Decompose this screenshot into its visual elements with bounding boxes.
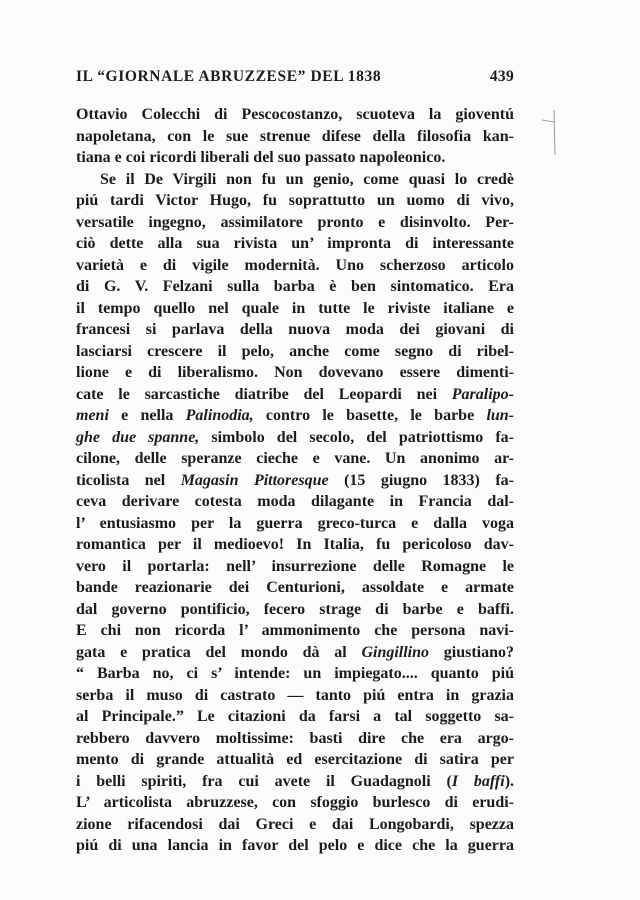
italic-text-span: Palinodia,	[185, 407, 254, 424]
text-line	[76, 835, 514, 857]
text-line	[76, 147, 514, 169]
text-span: (15 giugno 1833) fa-	[328, 471, 514, 489]
text-span: tiana e coi ricordi liberali del suo passato napoleonico.	[76, 149, 446, 166]
text-line	[76, 255, 514, 277]
book-page	[76, 68, 514, 857]
text-line	[76, 233, 514, 255]
text-line	[76, 513, 514, 535]
text-line	[76, 599, 514, 621]
italic-text-span: Gingillino	[361, 643, 430, 661]
text-line	[76, 470, 514, 492]
text-span: varietà e di vigile modernità. Uno scherzoso articolo	[76, 256, 514, 274]
text-span: dal governo pontificio, fecero strage di barbe e baffi.	[76, 600, 514, 618]
text-span: il tempo quello nel quale in tutte le riviste italiane e	[76, 299, 514, 317]
text-span: Se il De Virgili non fu un genio, come quasi lo credè	[100, 170, 514, 188]
text-line	[76, 169, 514, 191]
text-span: gata e pratica del mondo dà al	[76, 643, 362, 661]
page-number: 439	[489, 68, 514, 85]
text-line	[76, 276, 514, 298]
text-span: l’ entusiasmo per la guerra greco-turca e dalla voga	[76, 514, 514, 532]
text-span: romantica per il medioevo! In Italia, fu pericoloso dav-	[76, 536, 514, 553]
text-span: serba il muso di castrato — tanto piú entra in grazia	[76, 686, 514, 704]
italic-text-span: Magasin Pittoresque	[180, 471, 329, 489]
margin-pencil-mark	[540, 100, 570, 160]
text-span: contro le basette, le barbe	[253, 407, 487, 424]
running-title: IL “GIORNALE ABRUZZESE” DEL 1838	[76, 68, 382, 85]
text-line	[76, 491, 514, 513]
text-line	[76, 728, 514, 750]
text-span: francesi si parlava della nuova moda dei giovani di	[76, 321, 514, 338]
italic-text-span: I baffi	[451, 772, 505, 790]
text-span: lasciarsi crescere il pelo, anche come segno di ribel-	[76, 342, 514, 360]
text-line	[76, 749, 514, 771]
italic-text-span: lun-	[486, 407, 515, 424]
text-span: vero il portarla: nell’ insurrezione delle Romagne le	[76, 557, 514, 575]
text-span: lione e di liberalismo. Non dovevano essere dimenti-	[76, 364, 514, 381]
text-span: Ottavio Colecchi di Pescocostanzo, scuoteva la gioventú	[76, 106, 514, 123]
text-line	[76, 104, 514, 126]
text-span: “ Barba no, ci s’ intende: un impiegato.... quanto piú	[76, 665, 514, 682]
text-line	[76, 298, 514, 320]
text-span: cilone, delle speranze cieche e vane. Un anonimo ar-	[76, 450, 514, 467]
text-line	[76, 663, 514, 685]
text-line	[76, 341, 514, 363]
text-line	[76, 427, 514, 449]
text-span: ticolista nel	[76, 471, 181, 489]
italic-text-span: Paralipo-	[451, 385, 514, 403]
text-line	[76, 706, 514, 728]
text-span: zione rifacendosi dai Greci e dai Longobardi, spezza	[76, 815, 514, 833]
text-span: bande reazionarie dei Centurioni, assoldate e armate	[76, 579, 514, 596]
text-span: al Principale.” Le citazioni da farsi a tal soggetto sa-	[76, 708, 514, 725]
text-span: e nella	[108, 407, 186, 424]
italic-text-span: meni	[76, 407, 109, 424]
text-span: ).	[504, 772, 515, 790]
text-line	[76, 448, 514, 470]
text-span: rebbero davvero moltissime: basti dire che era argo-	[76, 729, 514, 747]
text-span: cate le sarcastiche diatribe del Leopardi nei	[76, 385, 452, 403]
text-span: versatile ingegno, assimilatore pronto e disinvolto. Per-	[76, 213, 514, 231]
text-line	[76, 771, 514, 793]
text-line	[76, 556, 514, 578]
text-line	[76, 126, 514, 148]
text-line	[76, 577, 514, 599]
running-header	[76, 68, 514, 98]
text-line	[76, 405, 514, 427]
text-span: simbolo del secolo, del patriottismo fa-	[199, 428, 514, 446]
text-span: ciò dette alla sua rivista un’ impronta di interessante	[76, 235, 514, 252]
text-line	[76, 190, 514, 212]
italic-text-span: ghe due spanne,	[76, 428, 200, 446]
text-span: piú tardi Victor Hugo, fu soprattutto un uomo di vivo,	[76, 192, 514, 209]
text-span: i belli spiriti, fra cui avete il Guadagnoli (	[76, 772, 452, 790]
text-line	[76, 642, 514, 664]
text-span: piú di una lancia in favor del pelo e dice che la guerra	[76, 837, 514, 854]
text-span: di G. V. Felzani sulla barba è ben sintomatico. Era	[76, 278, 514, 295]
text-line	[76, 792, 514, 814]
text-span: giustiano?	[429, 643, 515, 661]
text-span: napoletana, con le sue strenue difese della filosofia kan-	[76, 127, 514, 145]
text-line	[76, 319, 514, 341]
body-text	[76, 104, 514, 857]
text-span: mento di grande attualità ed esercitazione di satira per	[76, 751, 514, 768]
text-span: ceva derivare cotesta moda dilagante in Francia dal-	[76, 493, 514, 510]
text-line	[76, 534, 514, 556]
text-line	[76, 212, 514, 234]
text-line	[76, 814, 514, 836]
text-line	[76, 362, 514, 384]
text-line	[76, 620, 514, 642]
text-span: L’ articolista abruzzese, con sfoggio burlesco di erudi-	[76, 794, 514, 811]
text-line	[76, 685, 514, 707]
text-line	[76, 384, 514, 406]
text-span: E chi non ricorda l’ ammonimento che persona navi-	[76, 622, 514, 639]
